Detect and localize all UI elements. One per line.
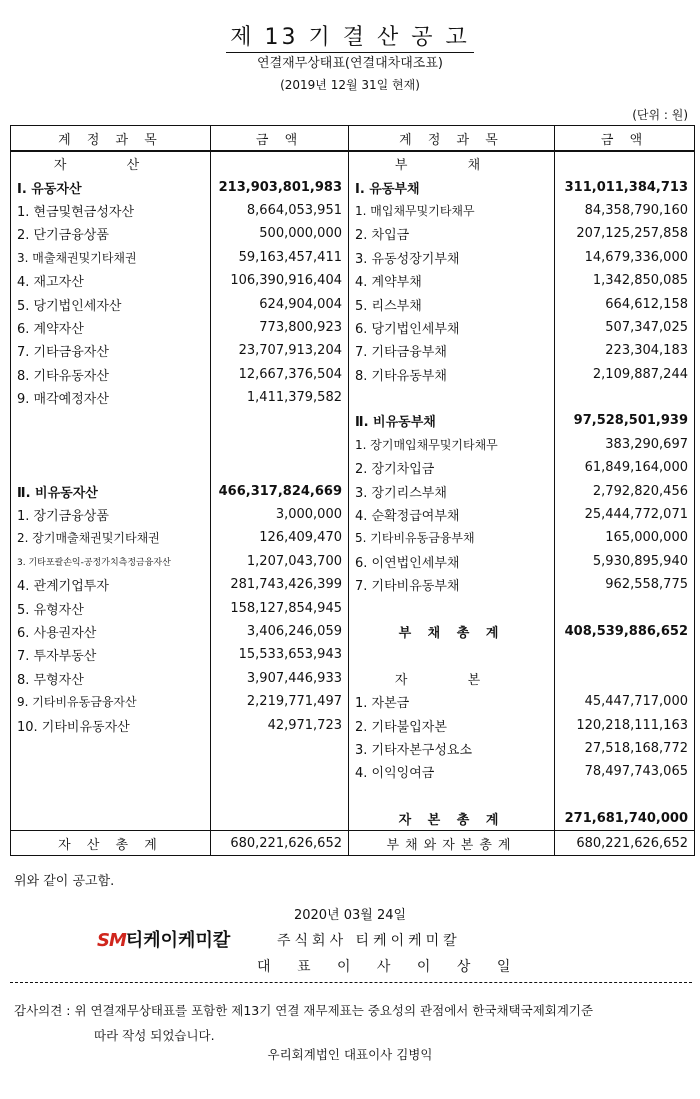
account-cell: 7. 기타금융자산 [11,339,211,362]
amount-cell: 106,390,916,404 [211,269,349,292]
amount-cell [555,667,695,690]
table-row [11,339,695,362]
amount-cell: 3,406,246,059 [211,620,349,643]
account-cell: 부 채 총 계 [349,620,555,643]
amount-cell: 3,907,446,933 [211,667,349,690]
amount-cell [211,409,349,432]
account-cell [11,433,211,456]
account-cell: 5. 유형자산 [11,596,211,619]
amount-cell: 97,528,501,939 [555,409,695,432]
table-row [11,479,695,502]
amount-cell: 158,127,854,945 [211,596,349,619]
total-assets-label: 자 산 총 계 [11,831,211,856]
table-row [11,550,695,573]
account-cell: 8. 기타유동부채 [349,363,555,386]
amount-cell: 1,207,043,700 [211,550,349,573]
table-row [11,316,695,339]
amount-cell: 311,011,384,713 [555,175,695,198]
amount-cell: 165,000,000 [555,526,695,549]
account-cell [11,760,211,783]
account-cell: 8. 무형자산 [11,667,211,690]
amount-cell: 120,218,111,163 [555,713,695,736]
amount-cell: 466,317,824,669 [211,479,349,502]
balance-sheet-table [10,125,695,856]
amount-cell: 12,667,376,504 [211,363,349,386]
account-cell: 자 본 [349,667,555,690]
account-cell: 8. 기타유동자산 [11,363,211,386]
account-cell: 6. 계약자산 [11,316,211,339]
table-row [11,667,695,690]
account-cell: 7. 기타금융부채 [349,339,555,362]
amount-cell: 15,533,653,943 [211,643,349,666]
table-row [11,643,695,666]
amount-cell: 213,903,801,983 [211,175,349,198]
account-cell: 1. 장기금융상품 [11,503,211,526]
table-row [11,409,695,432]
amount-cell: 223,304,183 [555,339,695,362]
table-row [11,292,695,315]
amount-cell: 408,539,886,652 [555,620,695,643]
amount-cell [555,784,695,807]
header-amount: 금 액 [211,126,349,152]
total-liab-equity-amount: 680,221,626,652 [555,831,695,856]
grand-total-row [11,831,695,856]
audit-opinion [14,998,694,1048]
amount-cell: 5,930,895,940 [555,550,695,573]
table-row [11,269,695,292]
amount-cell: 2,109,887,244 [555,363,695,386]
statement-date: (2019년 12월 31일 현재) [280,78,420,92]
table-row [11,737,695,760]
audit-line-2: 따라 작성 되었습니다. [94,1028,215,1043]
account-cell: Ⅱ. 비유동자산 [11,479,211,502]
amount-cell: 624,904,004 [211,292,349,315]
ceo-name: 대 표 이 사 이 상 일 [257,959,522,975]
account-cell: 4. 계약부채 [349,269,555,292]
table-row [11,433,695,456]
table-row [11,456,695,479]
amount-cell: 664,612,158 [555,292,695,315]
header-account-right: 계 정 과 목 [349,126,555,152]
amount-cell: 773,800,923 [211,316,349,339]
statement-title: 제 13 기 결 산 공 고 [0,20,700,51]
table-row [11,760,695,783]
table-row [11,503,695,526]
account-cell: 5. 당기법인세자산 [11,292,211,315]
announcement-date: 2020년 03월 24일 [293,908,407,923]
table-row [11,526,695,549]
table-row [11,246,695,269]
amount-cell: 1,411,379,582 [211,386,349,409]
amount-cell: 8,664,053,951 [211,199,349,222]
amount-cell [211,737,349,760]
table-row [11,596,695,619]
account-cell: 9. 매각예정자산 [11,386,211,409]
account-cell: 4. 관계기업투자 [11,573,211,596]
audit-line-1: 감사의견 : 위 연결재무상태표를 포함한 제13기 연결 재무제표는 중요성의 관점에서 한국채택국제회계기준 [14,1003,594,1018]
auditor-signature: 우리회계법인 대표이사 김병익 [267,1047,433,1062]
amount-cell: 59,163,457,411 [211,246,349,269]
account-cell: 3. 매출채권및기타채권 [11,246,211,269]
amount-cell: 2,792,820,456 [555,479,695,502]
account-cell: 10. 기타비유동자산 [11,713,211,736]
table-row [11,199,695,222]
divider [10,982,692,983]
amount-cell: 3,000,000 [211,503,349,526]
account-cell: 2. 장기차입금 [349,456,555,479]
account-cell [349,784,555,807]
account-cell: Ⅰ. 유동자산 [11,175,211,198]
statement-subtitle: 연결재무상태표(연결대차대조표) [257,56,443,71]
amount-cell [211,151,349,175]
header-amount-right: 금 액 [555,126,695,152]
account-cell: 3. 기타포괄손익-공정가치측정금융자산 [11,550,211,573]
account-cell: 1. 자본금 [349,690,555,713]
table-row [11,363,695,386]
amount-cell [555,596,695,619]
amount-cell: 271,681,740,000 [555,807,695,831]
account-cell: 3. 유동성장기부채 [349,246,555,269]
total-liab-equity-label: 부채와자본총계 [349,831,555,856]
account-cell [349,596,555,619]
amount-cell [211,433,349,456]
unit-label: (단위 : 원) [632,108,688,122]
account-cell: 6. 당기법인세부채 [349,316,555,339]
amount-cell: 61,849,164,000 [555,456,695,479]
table-row [11,620,695,643]
account-cell: 1. 장기매입채무및기타채무 [349,433,555,456]
amount-cell: 78,497,743,065 [555,760,695,783]
amount-cell: 500,000,000 [211,222,349,245]
amount-cell: 14,679,336,000 [555,246,695,269]
table-row [11,784,695,807]
amount-cell: 281,743,426,399 [211,573,349,596]
amount-cell: 27,518,168,772 [555,737,695,760]
account-cell [11,737,211,760]
amount-cell [211,760,349,783]
table-header [11,126,695,152]
table-row [11,151,695,175]
amount-cell: 84,358,790,160 [555,199,695,222]
account-cell: 4. 순확정급여부채 [349,503,555,526]
table-row [11,573,695,596]
account-cell: 6. 이연법인세부채 [349,550,555,573]
account-cell: 1. 현금및현금성자산 [11,199,211,222]
account-cell: 자 산 [11,151,211,175]
account-cell: 5. 기타비유동금융부채 [349,526,555,549]
amount-cell: 207,125,257,858 [555,222,695,245]
account-cell [11,409,211,432]
account-cell: 1. 매입채무및기타채무 [349,199,555,222]
account-cell: Ⅱ. 비유동부채 [349,409,555,432]
amount-cell [211,807,349,831]
account-cell: Ⅰ. 유동부채 [349,175,555,198]
table-row [11,807,695,831]
amount-cell [211,784,349,807]
account-cell: 6. 사용권자산 [11,620,211,643]
table-row [11,175,695,198]
account-cell: 4. 재고자산 [11,269,211,292]
amount-cell: 42,971,723 [211,713,349,736]
company-name: 주식회사 티케이케미칼 [277,933,461,949]
account-cell [11,807,211,831]
account-cell [11,784,211,807]
company-logo: SM티케이케미칼 [97,930,231,951]
account-cell [349,643,555,666]
amount-cell: 25,444,772,071 [555,503,695,526]
amount-cell: 23,707,913,204 [211,339,349,362]
account-cell: 3. 기타자본구성요소 [349,737,555,760]
amount-cell: 2,219,771,497 [211,690,349,713]
account-cell: 9. 기타비유동금융자산 [11,690,211,713]
amount-cell: 962,558,775 [555,573,695,596]
table-row [11,713,695,736]
announcement-note: 위와 같이 공고함. [14,874,115,889]
account-cell: 7. 기타비유동부채 [349,573,555,596]
amount-cell: 45,447,717,000 [555,690,695,713]
account-cell [11,456,211,479]
amount-cell: 1,342,850,085 [555,269,695,292]
amount-cell: 507,347,025 [555,316,695,339]
amount-cell [555,151,695,175]
account-cell: 2. 단기금융상품 [11,222,211,245]
account-cell: 2. 차입금 [349,222,555,245]
table-row [11,222,695,245]
amount-cell [555,643,695,666]
account-cell [349,386,555,409]
table-row [11,386,695,409]
account-cell: 2. 기타불입자본 [349,713,555,736]
amount-cell [211,456,349,479]
account-cell: 7. 투자부동산 [11,643,211,666]
amount-cell: 383,290,697 [555,433,695,456]
amount-cell [555,386,695,409]
account-cell: 자 본 총 계 [349,807,555,831]
account-cell: 4. 이익잉여금 [349,760,555,783]
table-row [11,690,695,713]
account-cell: 3. 장기리스부채 [349,479,555,502]
account-cell: 부 채 [349,151,555,175]
account-cell: 2. 장기매출채권및기타채권 [11,526,211,549]
account-cell: 5. 리스부채 [349,292,555,315]
amount-cell: 126,409,470 [211,526,349,549]
header-account: 계 정 과 목 [11,126,211,152]
total-assets-amount: 680,221,626,652 [211,831,349,856]
